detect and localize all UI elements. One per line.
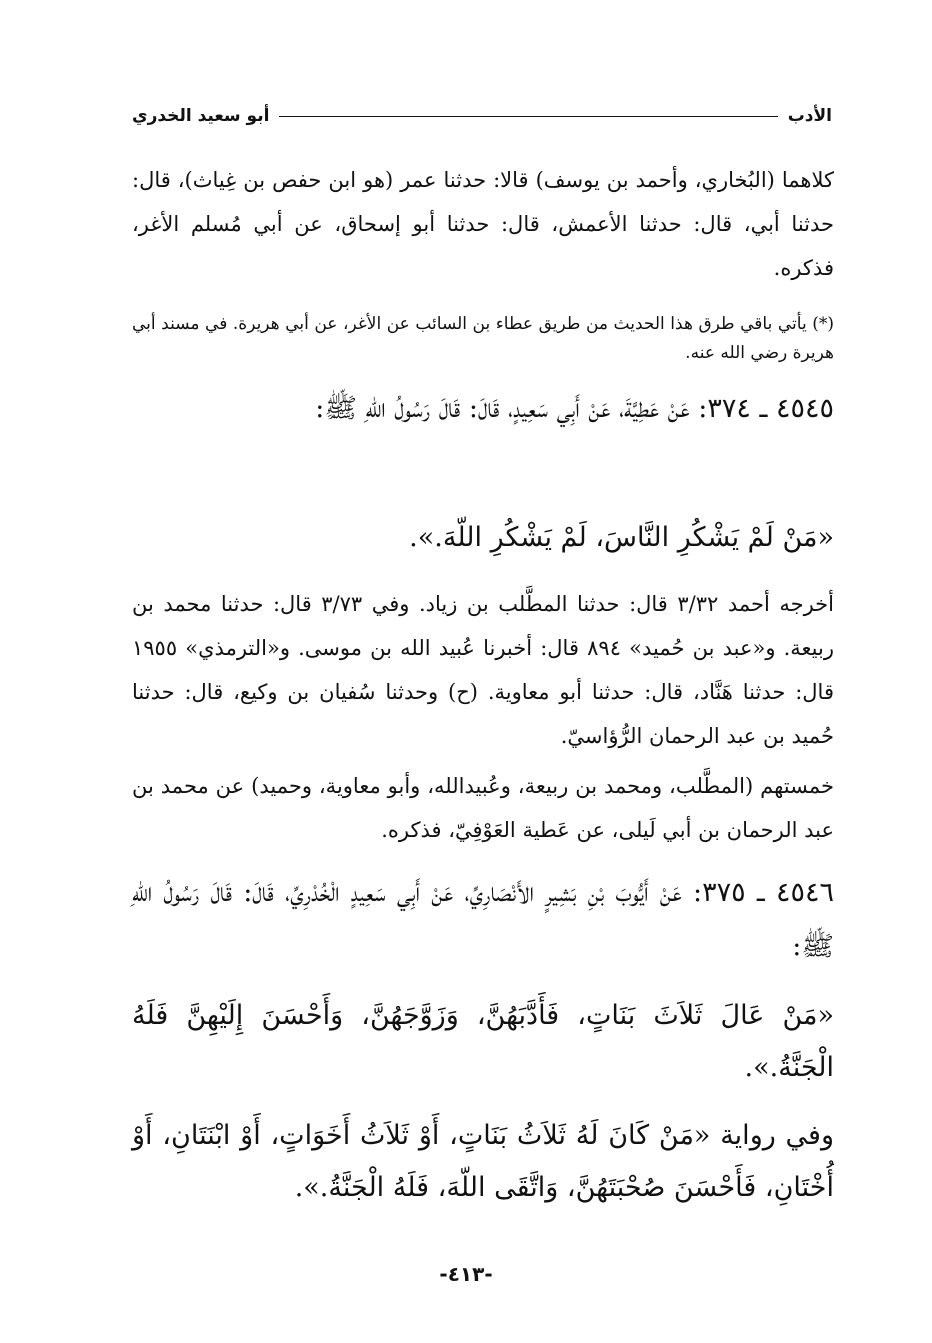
- hadith-4546-text: «مَنْ عَالَ ثَلاَثَ بَنَاتٍ، فَأَدَّبَهُنَّ، وَزَوَّجَهُنَّ، وَأَحْسَنَ إِلَيْهِنَّ فَلَهُ الْجَنَّةُ.».: [132, 1000, 834, 1083]
- hadith-4545-heading: ٤٥٤٥ ـ ٣٧٤: عَنْ عَطِيَّةَ، عَنْ أَبِي سَعِيدٍ، قَالَ: قَالَ رَسُولُ اللّهِ ﷺ:: [315, 393, 834, 424]
- footnote: (*) يأتي باقي طرق هذا الحديث من طريق عطاء بن السائب عن الأغر، عن أبي هريرة. في مسند أبي هريرة رضي الله عنه.: [132, 314, 834, 363]
- hadith-4545-text: «مَنْ لَمْ يَشْكُرِ النَّاسَ، لَمْ يَشْكُرِ اللّهَ.».: [409, 522, 834, 553]
- running-header: [132, 100, 832, 132]
- header-section-title: أبو سعيد الخدري: [132, 106, 270, 126]
- hadith-4546-variant: وفي رواية «مَنْ كَانَ لَهُ ثَلاَثُ بَنَاتٍ، أَوْ ثَلاَثُ أَخَوَاتٍ، أَوْ ابْنَتَانِ، أَوْ أُخْتَانِ، فَأَحْسَنَ صُحْبَتَهُنَّ، وَاتَّقَى اللّهَ، فَلَهُ الْجَنَّةُ.».: [132, 1120, 834, 1203]
- hadith-4546-heading: ٤٥٤٦ ـ ٣٧٥: عَنْ أَيُّوبَ بْنِ بَشِيرٍ الأَنْصَارِيِّ، عَنْ أَبِي سَعِيدٍ الْخُدْرِيِّ، قَالَ: قَالَ رَسُولُ اللّهِ ﷺ:: [132, 877, 834, 962]
- paragraph-takhrij: أخرجه أحمد ٣/٣٢ قال: حدثنا المطَّلب بن زياد. وفي ٣/٧٣ قال: حدثنا محمد بن ربيعة. و«عبد بن حُميد» ٨٩٤ قال: أخبرنا عُبيد الله بن موسى. و«الترمذي» ١٩٥٥ قال: حدثنا هَنَّاد، قال: حدثنا أبو معاوية. (ح) وحدثنا سُفيان بن وكيع، قال: حدثنا حُميد بن عبد الرحمان الرُّؤاسيّ.: [132, 592, 834, 748]
- header-rule: [279, 116, 777, 117]
- header-chapter-title: الأدب: [787, 106, 832, 126]
- page-number: -٤١٣-: [439, 1262, 493, 1286]
- paragraph-chain-2: خمستهم (المطَّلب، ومحمد بن ربيعة، وعُبيدالله، وأبو معاوية، وحميد) عن محمد بن عبد الرحمان بن أبي لَيلى، عن عَطية العَوْفِيّ، فذكره.: [132, 774, 834, 842]
- paragraph-chain-1: كلاهما (البُخاري، وأحمد بن يوسف) قالا: حدثنا عمر (هو ابن حفص بن غِياث)، قال: حدثنا أبي، قال: حدثنا الأعمش، قال: حدثنا أبو إسحاق، عن أبي مُسلم الأغر، فذكره.: [132, 168, 834, 280]
